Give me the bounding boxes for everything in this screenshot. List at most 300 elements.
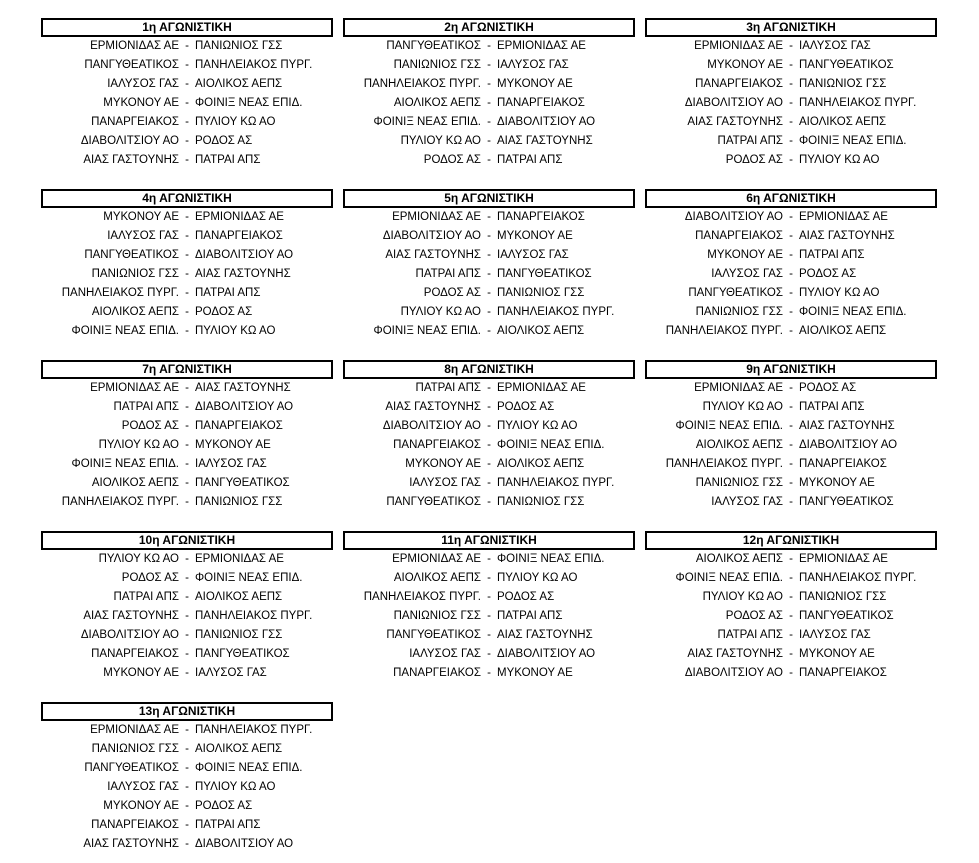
home-team: ΜΥΚΟΝΟΥ ΑΕ [103,667,179,679]
match-row [645,398,937,417]
round-block [645,531,937,683]
away-team: ΑΙΑΣ ΓΑΣΤΟΥΝΗΣ [799,230,895,242]
match-row [645,208,937,227]
away-team: ΠΥΛΙΟΥ ΚΩ ΑΟ [497,420,578,432]
away-team: ΡΟΔΟΣ ΑΣ [799,382,857,394]
away-team: ΠΑΝΑΡΓΕΙΑΚΟΣ [195,420,283,432]
round-title: 8η ΑΓΩΝΙΣΤΙΚΗ [343,360,635,379]
match-separator: - [789,306,793,318]
home-team: ΑΙΑΣ ΓΑΣΤΟΥΝΗΣ [385,401,481,413]
match-separator: - [789,667,793,679]
match-row [41,626,333,645]
match-row [343,474,635,493]
away-team: ΜΥΚΟΝΟΥ ΑΕ [799,648,875,660]
away-team: ΑΙΑΣ ΓΑΣΤΟΥΝΗΣ [497,135,593,147]
away-team: ΠΑΝΙΩΝΙΟΣ ΓΣΣ [799,591,887,603]
match-row [343,246,635,265]
home-team: ΑΙΑΣ ΓΑΣΤΟΥΝΗΣ [83,610,179,622]
match-row [41,835,333,854]
match-row [645,303,937,322]
home-team: ΙΑΛΥΣΟΣ ΓΑΣ [107,78,179,90]
round-title: 7η ΑΓΩΝΙΣΤΙΚΗ [41,360,333,379]
match-row [645,151,937,170]
round-block [41,702,333,854]
home-team: ΠΑΝΓΥΘΕΑΤΙΚΟΣ [688,287,783,299]
match-separator: - [789,572,793,584]
away-team: ΕΡΜΙΟΝΙΔΑΣ ΑΕ [195,553,284,565]
match-row [343,398,635,417]
match-row [645,113,937,132]
match-separator: - [789,268,793,280]
match-row [645,284,937,303]
match-separator: - [185,496,189,508]
home-team: ΠΑΝΙΩΝΙΟΣ ΓΣΣ [393,59,481,71]
away-team: ΠΑΝΗΛΕΙΑΚΟΣ ΠΥΡΓ. [799,97,917,109]
match-row [41,740,333,759]
match-row [645,664,937,683]
match-row [41,721,333,740]
match-row [343,303,635,322]
away-team: ΜΥΚΟΝΟΥ ΑΕ [497,667,573,679]
match-separator: - [185,135,189,147]
home-team: ΕΡΜΙΟΝΙΔΑΣ ΑΕ [392,553,481,565]
home-team: ΔΙΑΒΟΛΙΤΣΙΟΥ ΑΟ [382,420,481,432]
home-team: ΡΟΔΟΣ ΑΣ [121,572,179,584]
away-team: ΕΡΜΙΟΝΙΔΑΣ ΑΕ [497,40,586,52]
home-team: ΠΑΤΡΑΙ ΑΠΣ [415,268,481,280]
round-block [343,18,635,170]
away-team: ΜΥΚΟΝΟΥ ΑΕ [497,230,573,242]
round-title: 11η ΑΓΩΝΙΣΤΙΚΗ [343,531,635,550]
match-separator: - [487,211,491,223]
match-row [645,493,937,512]
away-team: ΠΑΝΑΡΓΕΙΑΚΟΣ [799,458,887,470]
match-row [645,455,937,474]
match-separator: - [789,610,793,622]
away-team: ΠΑΝΓΥΘΕΑΤΙΚΟΣ [195,648,290,660]
home-team: ΦΟΙΝΙΞ ΝΕΑΣ ΕΠΙΔ. [71,325,179,337]
match-row [41,284,333,303]
match-separator: - [487,249,491,261]
match-row [343,75,635,94]
home-team: ΦΟΙΝΙΞ ΝΕΑΣ ΕΠΙΔ. [373,325,481,337]
match-separator: - [185,154,189,166]
match-row [41,607,333,626]
match-separator: - [185,743,189,755]
away-team: ΡΟΔΟΣ ΑΣ [799,268,857,280]
away-team: ΠΑΝΗΛΕΙΑΚΟΣ ΠΥΡΓ. [497,306,615,318]
round-block [645,18,937,170]
match-row [41,664,333,683]
match-separator: - [487,610,491,622]
away-team: ΦΟΙΝΙΞ ΝΕΑΣ ΕΠΙΔ. [799,306,907,318]
match-separator: - [789,496,793,508]
round-title: 13η ΑΓΩΝΙΣΤΙΚΗ [41,702,333,721]
match-row [343,455,635,474]
match-separator: - [789,477,793,489]
away-team: ΠΑΤΡΑΙ ΑΠΣ [497,154,563,166]
match-row [343,37,635,56]
match-row [41,75,333,94]
match-separator: - [185,306,189,318]
away-team: ΠΑΝΗΛΕΙΑΚΟΣ ΠΥΡΓ. [195,59,313,71]
match-separator: - [487,458,491,470]
match-row [343,569,635,588]
home-team: ΜΥΚΟΝΟΥ ΑΕ [707,249,783,261]
home-team: ΙΑΛΥΣΟΣ ΓΑΣ [409,477,481,489]
away-team: ΠΑΝΓΥΘΕΑΤΙΚΟΣ [195,477,290,489]
home-team: ΙΑΛΥΣΟΣ ΓΑΣ [107,230,179,242]
match-separator: - [185,572,189,584]
match-separator: - [185,268,189,280]
home-team: ΑΙΟΛΙΚΟΣ ΑΕΠΣ [91,306,179,318]
round-block [343,189,635,341]
home-team: ΠΑΝΗΛΕΙΑΚΟΣ ΠΥΡΓ. [61,287,179,299]
away-team: ΑΙΟΛΙΚΟΣ ΑΕΠΣ [497,325,585,337]
home-team: ΕΡΜΙΟΝΙΔΑΣ ΑΕ [90,724,179,736]
home-team: ΠΑΝΗΛΕΙΑΚΟΣ ΠΥΡΓ. [665,325,783,337]
home-team: ΠΥΛΙΟΥ ΚΩ ΑΟ [702,591,783,603]
match-row [645,227,937,246]
home-team: ΔΙΑΒΟΛΙΤΣΙΟΥ ΑΟ [684,211,783,223]
match-separator: - [789,325,793,337]
away-team: ΑΙΑΣ ΓΑΣΤΟΥΝΗΣ [497,629,593,641]
match-row [343,94,635,113]
match-row [41,778,333,797]
away-team: ΠΑΝΗΛΕΙΑΚΟΣ ΠΥΡΓ. [497,477,615,489]
match-row [41,588,333,607]
match-row [41,474,333,493]
away-team: ΠΑΝΑΡΓΕΙΑΚΟΣ [497,211,585,223]
match-row [645,645,937,664]
away-team: ΠΑΝΓΥΘΕΑΤΙΚΟΣ [799,610,894,622]
away-team: ΔΙΑΒΟΛΙΤΣΙΟΥ ΑΟ [497,116,596,128]
match-separator: - [789,648,793,660]
home-team: ΠΑΤΡΑΙ ΑΠΣ [113,591,179,603]
home-team: ΡΟΔΟΣ ΑΣ [423,154,481,166]
match-separator: - [185,648,189,660]
away-team: ΠΥΛΙΟΥ ΚΩ ΑΟ [799,154,880,166]
home-team: ΠΑΝΓΥΘΕΑΤΙΚΟΣ [386,629,481,641]
away-team: ΠΑΝΑΡΓΕΙΑΚΟΣ [799,667,887,679]
match-separator: - [487,287,491,299]
home-team: ΙΑΛΥΣΟΣ ΓΑΣ [107,781,179,793]
round-block [343,360,635,512]
away-team: ΠΥΛΙΟΥ ΚΩ ΑΟ [497,572,578,584]
away-team: ΠΥΛΙΟΥ ΚΩ ΑΟ [195,781,276,793]
match-separator: - [487,420,491,432]
match-row [645,322,937,341]
match-row [41,569,333,588]
match-row [645,588,937,607]
away-team: ΡΟΔΟΣ ΑΣ [195,306,253,318]
match-separator: - [185,211,189,223]
match-separator: - [487,572,491,584]
match-row [645,607,937,626]
match-separator: - [487,154,491,166]
match-separator: - [185,97,189,109]
away-team: ΜΥΚΟΝΟΥ ΑΕ [799,477,875,489]
away-team: ΑΙΟΛΙΚΟΣ ΑΕΠΣ [497,458,585,470]
match-separator: - [185,78,189,90]
home-team: ΙΑΛΥΣΟΣ ΓΑΣ [409,648,481,660]
match-separator: - [789,458,793,470]
home-team: ΔΙΑΒΟΛΙΤΣΙΟΥ ΑΟ [382,230,481,242]
home-team: ΠΑΝΑΡΓΕΙΑΚΟΣ [91,648,179,660]
round-title: 6η ΑΓΩΝΙΣΤΙΚΗ [645,189,937,208]
away-team: ΕΡΜΙΟΝΙΔΑΣ ΑΕ [799,553,888,565]
match-row [645,37,937,56]
match-row [343,132,635,151]
round-title: 2η ΑΓΩΝΙΣΤΙΚΗ [343,18,635,37]
home-team: ΜΥΚΟΝΟΥ ΑΕ [405,458,481,470]
match-separator: - [185,325,189,337]
home-team: ΠΥΛΙΟΥ ΚΩ ΑΟ [98,439,179,451]
round-title: 1η ΑΓΩΝΙΣΤΙΚΗ [41,18,333,37]
match-separator: - [487,306,491,318]
match-separator: - [487,268,491,280]
home-team: ΙΑΛΥΣΟΣ ΓΑΣ [711,496,783,508]
match-separator: - [789,154,793,166]
away-team: ΠΑΝΓΥΘΕΑΤΙΚΟΣ [497,268,592,280]
match-separator: - [185,420,189,432]
match-separator: - [185,458,189,470]
match-separator: - [487,648,491,660]
away-team: ΠΥΛΙΟΥ ΚΩ ΑΟ [799,287,880,299]
match-separator: - [789,59,793,71]
away-team: ΠΥΛΙΟΥ ΚΩ ΑΟ [195,116,276,128]
match-row [41,550,333,569]
home-team: ΕΡΜΙΟΝΙΔΑΣ ΑΕ [90,40,179,52]
match-row [41,493,333,512]
match-row [41,246,333,265]
match-separator: - [789,230,793,242]
match-separator: - [789,249,793,261]
home-team: ΠΥΛΙΟΥ ΚΩ ΑΟ [400,135,481,147]
home-team: ΑΙΑΣ ΓΑΣΤΟΥΝΗΣ [385,249,481,261]
match-separator: - [185,800,189,812]
match-row [41,113,333,132]
match-row [41,322,333,341]
match-separator: - [487,78,491,90]
match-row [645,94,937,113]
match-separator: - [487,439,491,451]
home-team: ΦΟΙΝΙΞ ΝΕΑΣ ΕΠΙΔ. [373,116,481,128]
home-team: ΠΑΝΑΡΓΕΙΑΚΟΣ [393,439,481,451]
match-separator: - [185,477,189,489]
away-team: ΔΙΑΒΟΛΙΤΣΙΟΥ ΑΟ [497,648,596,660]
round-block [41,189,333,341]
away-team: ΠΑΤΡΑΙ ΑΠΣ [195,154,261,166]
match-row [645,436,937,455]
match-separator: - [789,382,793,394]
away-team: ΡΟΔΟΣ ΑΣ [497,591,555,603]
away-team: ΙΑΛΥΣΟΣ ΓΑΣ [497,59,569,71]
home-team: ΕΡΜΙΟΝΙΔΑΣ ΑΕ [392,211,481,223]
away-team: ΕΡΜΙΟΝΙΔΑΣ ΑΕ [195,211,284,223]
away-team: ΙΑΛΥΣΟΣ ΓΑΣ [799,40,871,52]
match-separator: - [487,97,491,109]
away-team: ΠΑΤΡΑΙ ΑΠΣ [497,610,563,622]
away-team: ΡΟΔΟΣ ΑΣ [497,401,555,413]
home-team: ΠΑΝΓΥΘΕΑΤΙΚΟΣ [386,496,481,508]
home-team: ΠΑΤΡΑΙ ΑΠΣ [415,382,481,394]
round-block [41,18,333,170]
match-separator: - [487,135,491,147]
home-team: ΕΡΜΙΟΝΙΔΑΣ ΑΕ [694,40,783,52]
away-team: ΕΡΜΙΟΝΙΔΑΣ ΑΕ [497,382,586,394]
round-block [343,531,635,683]
home-team: ΑΙΑΣ ΓΑΣΤΟΥΝΗΣ [83,838,179,850]
round-title: 12η ΑΓΩΝΙΣΤΙΚΗ [645,531,937,550]
round-block [41,531,333,683]
match-separator: - [185,667,189,679]
match-separator: - [487,116,491,128]
away-team: ΠΑΝΗΛΕΙΑΚΟΣ ΠΥΡΓ. [195,610,313,622]
match-separator: - [185,116,189,128]
home-team: ΦΟΙΝΙΞ ΝΕΑΣ ΕΠΙΔ. [675,420,783,432]
away-team: ΑΙΟΛΙΚΟΣ ΑΕΠΣ [799,325,887,337]
round-block [645,189,937,341]
match-row [343,607,635,626]
match-row [41,797,333,816]
match-row [645,569,937,588]
away-team: ΔΙΑΒΟΛΙΤΣΙΟΥ ΑΟ [799,439,898,451]
match-row [645,474,937,493]
home-team: ΡΟΔΟΣ ΑΣ [725,610,783,622]
home-team: ΠΑΝΓΥΘΕΑΤΙΚΟΣ [386,40,481,52]
match-separator: - [185,553,189,565]
away-team: ΑΙΑΣ ΓΑΣΤΟΥΝΗΣ [799,420,895,432]
home-team: ΠΑΝΑΡΓΕΙΑΚΟΣ [91,819,179,831]
match-row [343,588,635,607]
away-team: ΦΟΙΝΙΞ ΝΕΑΣ ΕΠΙΔ. [195,762,303,774]
away-team: ΡΟΔΟΣ ΑΣ [195,800,253,812]
away-team: ΙΑΛΥΣΟΣ ΓΑΣ [195,667,267,679]
match-row [41,436,333,455]
match-row [343,493,635,512]
away-team: ΠΑΝΙΩΝΙΟΣ ΓΣΣ [497,287,585,299]
away-team: ΕΡΜΙΟΝΙΔΑΣ ΑΕ [799,211,888,223]
home-team: ΦΟΙΝΙΞ ΝΕΑΣ ΕΠΙΔ. [71,458,179,470]
home-team: ΠΑΝΗΛΕΙΑΚΟΣ ΠΥΡΓ. [363,591,481,603]
home-team: ΠΑΝΓΥΘΕΑΤΙΚΟΣ [84,249,179,261]
match-separator: - [789,211,793,223]
round-title: 3η ΑΓΩΝΙΣΤΙΚΗ [645,18,937,37]
match-separator: - [487,230,491,242]
away-team: ΠΑΤΡΑΙ ΑΠΣ [195,819,261,831]
match-separator: - [185,838,189,850]
match-row [343,227,635,246]
round-title: 4η ΑΓΩΝΙΣΤΙΚΗ [41,189,333,208]
home-team: ΠΥΛΙΟΥ ΚΩ ΑΟ [98,553,179,565]
match-separator: - [789,287,793,299]
match-row [645,626,937,645]
home-team: ΜΥΚΟΝΟΥ ΑΕ [103,800,179,812]
match-separator: - [789,40,793,52]
away-team: ΑΙΟΛΙΚΟΣ ΑΕΠΣ [195,591,283,603]
match-row [41,303,333,322]
home-team: ΑΙΑΣ ΓΑΣΤΟΥΝΗΣ [687,116,783,128]
match-separator: - [789,78,793,90]
match-separator: - [185,40,189,52]
match-row [343,113,635,132]
home-team: ΠΑΝΓΥΘΕΑΤΙΚΟΣ [84,59,179,71]
home-team: ΠΑΝΗΛΕΙΑΚΟΣ ΠΥΡΓ. [665,458,783,470]
match-separator: - [487,591,491,603]
home-team: ΠΑΝΑΡΓΕΙΑΚΟΣ [695,230,783,242]
match-row [41,37,333,56]
away-team: ΠΑΝΗΛΕΙΑΚΟΣ ΠΥΡΓ. [195,724,313,736]
round-title: 9η ΑΓΩΝΙΣΤΙΚΗ [645,360,937,379]
away-team: ΠΑΝΑΡΓΕΙΑΚΟΣ [195,230,283,242]
match-row [645,265,937,284]
home-team: ΠΑΝΑΡΓΕΙΑΚΟΣ [91,116,179,128]
match-row [41,227,333,246]
home-team: ΡΟΔΟΣ ΑΣ [423,287,481,299]
match-row [343,379,635,398]
home-team: ΡΟΔΟΣ ΑΣ [725,154,783,166]
match-row [645,246,937,265]
away-team: ΔΙΑΒΟΛΙΤΣΙΟΥ ΑΟ [195,401,294,413]
match-row [343,550,635,569]
away-team: ΠΑΝΙΩΝΙΟΣ ΓΣΣ [497,496,585,508]
away-team: ΠΑΝΙΩΝΙΟΣ ΓΣΣ [195,496,283,508]
match-separator: - [789,591,793,603]
match-row [645,417,937,436]
match-separator: - [185,59,189,71]
match-separator: - [185,591,189,603]
away-team: ΑΙΟΛΙΚΟΣ ΑΕΠΣ [799,116,887,128]
round-block [41,360,333,512]
home-team: ΑΙΟΛΙΚΟΣ ΑΕΠΣ [695,553,783,565]
match-separator: - [789,401,793,413]
home-team: ΔΙΑΒΟΛΙΤΣΙΟΥ ΑΟ [684,667,783,679]
match-separator: - [185,287,189,299]
home-team: ΔΙΑΒΟΛΙΤΣΙΟΥ ΑΟ [684,97,783,109]
away-team: ΙΑΛΥΣΟΣ ΓΑΣ [497,249,569,261]
home-team: ΙΑΛΥΣΟΣ ΓΑΣ [711,268,783,280]
away-team: ΠΑΝΗΛΕΙΑΚΟΣ ΠΥΡΓ. [799,572,917,584]
home-team: ΠΥΛΙΟΥ ΚΩ ΑΟ [400,306,481,318]
match-row [41,398,333,417]
match-separator: - [487,667,491,679]
home-team: ΠΑΝΙΩΝΙΟΣ ΓΣΣ [91,743,179,755]
match-row [645,379,937,398]
away-team: ΔΙΑΒΟΛΙΤΣΙΟΥ ΑΟ [195,838,294,850]
match-separator: - [789,553,793,565]
away-team: ΜΥΚΟΝΟΥ ΑΕ [497,78,573,90]
home-team: ΑΙΑΣ ΓΑΣΤΟΥΝΗΣ [83,154,179,166]
home-team: ΠΑΝΙΩΝΙΟΣ ΓΣΣ [695,306,783,318]
home-team: ΜΥΚΟΝΟΥ ΑΕ [707,59,783,71]
round-title: 10η ΑΓΩΝΙΣΤΙΚΗ [41,531,333,550]
home-team: ΑΙΑΣ ΓΑΣΤΟΥΝΗΣ [687,648,783,660]
away-team: ΑΙΟΛΙΚΟΣ ΑΕΠΣ [195,743,283,755]
match-separator: - [185,230,189,242]
match-row [645,56,937,75]
match-separator: - [487,629,491,641]
away-team: ΑΙΑΣ ΓΑΣΤΟΥΝΗΣ [195,268,291,280]
match-separator: - [185,819,189,831]
home-team: ΑΙΟΛΙΚΟΣ ΑΕΠΣ [393,97,481,109]
home-team: ΑΙΟΛΙΚΟΣ ΑΕΠΣ [91,477,179,489]
home-team: ΡΟΔΟΣ ΑΣ [121,420,179,432]
match-row [41,759,333,778]
match-separator: - [487,325,491,337]
away-team: ΔΙΑΒΟΛΙΤΣΙΟΥ ΑΟ [195,249,294,261]
match-separator: - [185,401,189,413]
